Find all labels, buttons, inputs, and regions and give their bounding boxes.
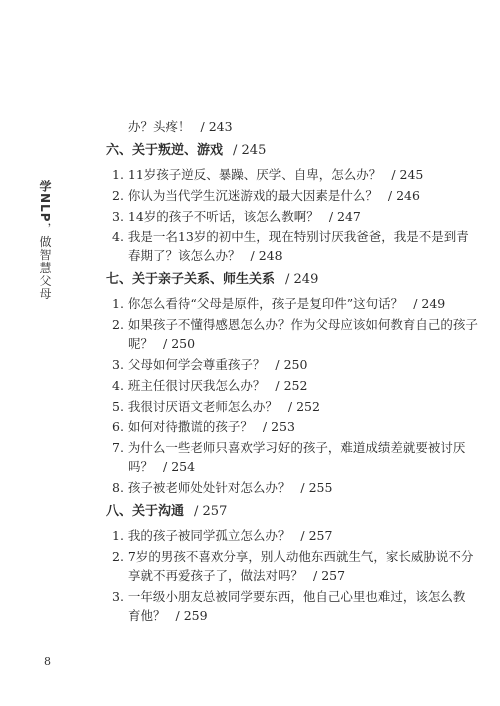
toc-entry (112, 357, 307, 373)
toc-entry (112, 440, 465, 456)
toc-entry-text: 享就不再爱孩子了，做法对吗？ (128, 568, 304, 583)
toc-entry-text: 4. 我是一名13岁的初中生，现在特别讨厌我爸爸，我是不是到青 (112, 229, 469, 244)
toc-section-heading (106, 143, 266, 159)
running-book-title (37, 180, 54, 300)
toc-page-ref: / 257 (313, 568, 346, 583)
toc-entry-text: 4. 班主任很讨厌我怎么办？ (112, 378, 266, 393)
toc-entry-text: 1. 你怎么看待“父母是原件，孩子是复印件”这句话？ (112, 296, 404, 311)
toc-entry (112, 296, 445, 312)
book-title-bold: 学NLP (38, 180, 52, 223)
toc-entry (112, 419, 295, 435)
toc-entry-text: 1. 11岁孩子逆反、暴躁、厌学、自卑，怎么办？ (112, 167, 382, 182)
toc-entry-text: 7. 为什么一些老师只喜欢学习好的孩子，难道成绩差就要被讨厌 (112, 440, 466, 455)
section-title: 六、关于叛逆、游戏 (106, 143, 224, 158)
book-title-rest: ，做智慧父母 (38, 222, 52, 301)
toc-entry-text: 吗？ (128, 459, 154, 474)
toc-entry-text: 呢？ (128, 336, 154, 351)
toc-page-ref: / 254 (163, 459, 196, 474)
toc-entry-continued (128, 459, 195, 475)
toc-entry-text: 3. 一年级小朋友总被同学要东西，他自己心里也难过，该怎么教 (112, 589, 466, 604)
toc-entry (112, 399, 320, 415)
toc-page-ref: / 246 (387, 188, 420, 203)
toc-page-ref: / 248 (250, 248, 283, 263)
toc-entry-text: 3. 14岁的孩子不听话，该怎么教啊？ (112, 209, 319, 224)
toc-page-ref: / 250 (275, 357, 308, 372)
toc-entry-continued (128, 248, 283, 264)
toc-entry-text: 2. 7岁的男孩不喜欢分享，别人动他东西就生气，家长威胁说不分 (112, 549, 474, 564)
toc-entry-text: 育他？ (128, 608, 166, 623)
toc-page-ref: / 245 (233, 143, 267, 158)
toc-page-ref: / 245 (391, 167, 424, 182)
toc-page-ref: / 250 (163, 336, 196, 351)
toc-entry (112, 480, 332, 496)
toc-section-heading (106, 272, 318, 288)
toc-page-ref: / 249 (413, 296, 446, 311)
toc-page-ref: / 243 (200, 119, 233, 134)
toc-entry-continued (128, 568, 345, 584)
toc-entry-text: 6. 如何对待撒谎的孩子？ (112, 419, 253, 434)
toc-page-ref: / 259 (175, 608, 208, 623)
toc-page-ref: / 252 (275, 378, 308, 393)
toc-page-ref: / 249 (285, 272, 319, 287)
toc-entry (112, 188, 420, 204)
toc-entry-text: 8. 孩子被老师处处针对怎么办？ (112, 480, 291, 495)
toc-page-ref: / 253 (262, 419, 295, 434)
toc-entry-text: 春期了？该怎么办？ (128, 248, 241, 263)
toc-entry-text: 1. 我的孩子被同学孤立怎么办？ (112, 528, 291, 543)
toc-page-ref: / 255 (300, 480, 333, 495)
toc-entry (112, 528, 332, 544)
toc-page-ref: / 252 (287, 399, 320, 414)
toc-page-ref: / 247 (328, 209, 361, 224)
toc-entry-text: 办？头疼！ (128, 119, 191, 134)
page-number: 8 (44, 655, 51, 668)
toc-page-ref: / 257 (300, 528, 333, 543)
toc-entry-continued (128, 608, 208, 624)
toc-entry-text: 3. 父母如何学会尊重孩子？ (112, 357, 266, 372)
toc-entry (112, 209, 361, 225)
section-title: 七、关于亲子关系、师生关系 (106, 272, 276, 287)
toc-entry (112, 378, 307, 394)
toc-entry (112, 229, 469, 245)
toc-entry (112, 317, 478, 333)
toc-entry-text: 2. 如果孩子不懂得感恩怎么办？作为父母应该如何教育自己的孩子 (112, 317, 478, 332)
toc-entry-text: 2. 你认为当代学生沉迷游戏的最大因素是什么？ (112, 188, 378, 203)
toc-entry (112, 549, 473, 565)
toc-entry (112, 167, 423, 183)
toc-entry-text: 5. 我很讨厌语文老师怎么办？ (112, 399, 278, 414)
toc-entry (112, 589, 465, 605)
toc-section-heading (106, 504, 227, 520)
toc-entry (128, 119, 233, 135)
toc-page-ref: / 257 (194, 504, 228, 519)
toc-entry-continued (128, 336, 195, 352)
section-title: 八、关于沟通 (106, 504, 185, 519)
